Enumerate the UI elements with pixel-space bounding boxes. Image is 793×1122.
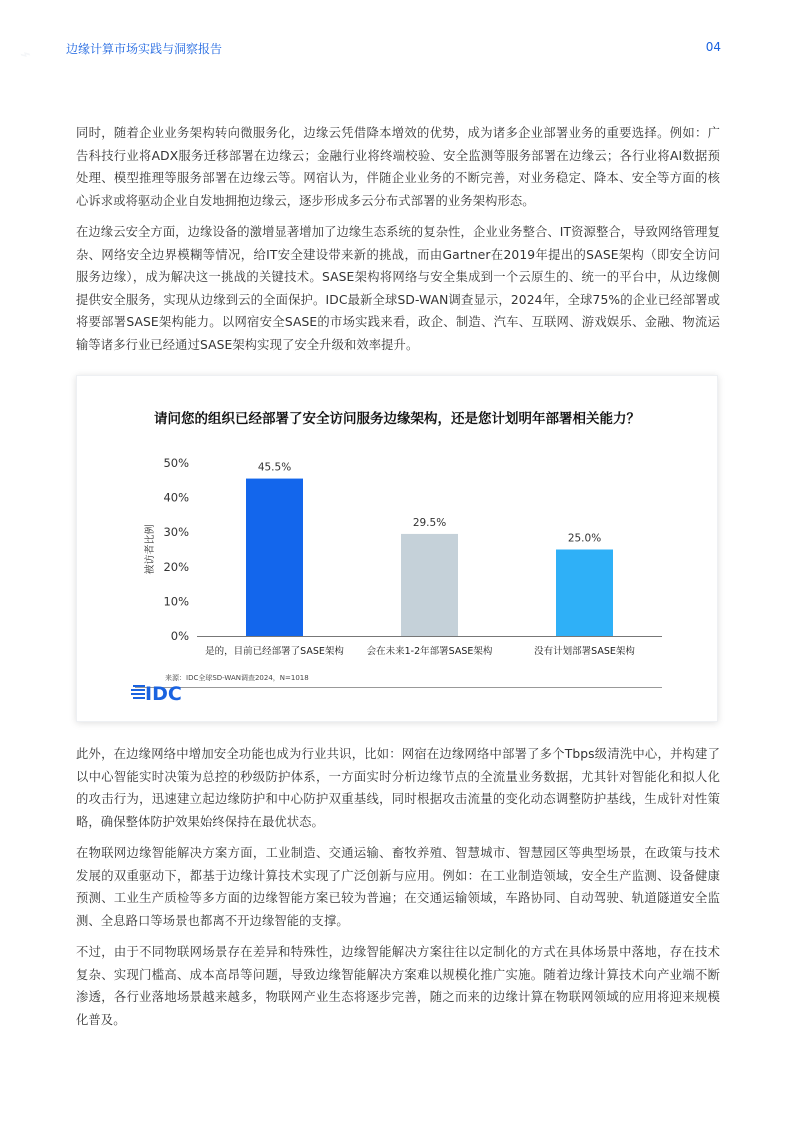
- y-tick-label: 50%: [163, 456, 189, 470]
- paragraph-2: 在边缘云安全方面，边缘设备的激增显著增加了边缘生态系统的复杂性，企业业务整合、IT资源整合，导致网络管理复杂、网络安全边界模糊等情况，给IT安全建设带来新的挑战，而由Gartner在2019年提出的SASE架构（即安全访问服务边缘），成为解决这一挑战的关键技术。SASE架构将网络与安全集成到一个云原生的、统一的平台中，从边缘侧提供安全服务，实现从边缘到云的全面保护。IDC最新全球SD-WAN调查显示，2024年，全球75%的企业已经部署或将要部署SASE架构能力。以网宿安全SASE的市场实践来看，政企、制造、汽车、互联网、游戏娱乐、金融、物流运输等诸多行业已经通过SASE架构实现了安全升级和效率提升。: [76, 225, 720, 352]
- idc-logo-text: IDC: [145, 683, 182, 705]
- x-category-label: 是的，目前已经部署了SASE架构: [205, 646, 344, 657]
- x-category-label: 没有计划部署SASE架构: [534, 646, 635, 657]
- paragraph-5: 不过，由于不同物联网场景存在差异和特殊性，边缘智能解决方案往往以定制化的方式在具体场景中落地，存在技术复杂、实现门槛高、成本高昂等问题，导致边缘智能解决方案难以规模化推广实施。随着边缘计算技术向产业端不断渗透，各行业落地场景越来越多，物联网产业生态将逐步完善，随之而来的边缘计算在物联网领域的应用将迎来规模化普及。: [76, 945, 720, 1027]
- idc-logo-stripe: [133, 685, 145, 687]
- header-title: 边缘计算市场实践与洞察报告: [66, 42, 223, 56]
- x-category-label: 会在未来1-2年部署SASE架构: [366, 646, 493, 657]
- bar-value-label: 25.0%: [567, 532, 602, 545]
- y-tick-label: 40%: [163, 490, 189, 505]
- bar: [246, 479, 303, 636]
- y-tick-label: 30%: [163, 525, 189, 540]
- y-tick-label: 0%: [170, 629, 189, 643]
- chart-title: 请问您的组织已经部署了安全访问服务边缘架构，还是您计划明年部署相关能力？: [154, 411, 640, 427]
- bar-value-label: 29.5%: [412, 516, 447, 529]
- y-tick-label: 20%: [163, 559, 189, 574]
- chart-source: 来源：IDC全球SD-WAN调查2024，N=1018: [165, 674, 309, 682]
- paragraph-3: 此外，在边缘网络中增加安全功能也成为行业共识，比如：网宿在边缘网络中部署了多个Tbps级清洗中心，并构建了以中心智能实时决策为总控的秒级防护体系，一方面实时分析边缘节点的全流量业务数据，尤其针对智能化和拟人化的攻击行为，迅速建立起边缘防护和中心防护双重基线，同时根据攻击流量的变化动态调整防护基线，生成针对性策略，确保整体防护效果始终保持在最优状态。: [76, 747, 720, 829]
- bar: [401, 534, 458, 636]
- chart-card: [76, 375, 718, 722]
- paragraph-1: 同时，随着企业业务架构转向微服务化，边缘云凭借降本增效的优势，成为诸多企业部署业务的重要选择。例如：广告科技行业将ADX服务迁移部署在边缘云；金融行业将终端校验、安全监测等服务部署在边缘云；各行业将AI数据预处理、模型推理等服务部署在边缘云等。网宿认为，伴随企业业务的不断完善，对业务稳定、降本、安全等方面的核心诉求或将驱动企业自发地拥抱边缘云，逐步形成多云分布式部署的业务架构形态。: [76, 126, 720, 208]
- idc-logo: [131, 683, 182, 705]
- bar: [556, 550, 613, 637]
- idc-logo-stripe: [131, 689, 145, 691]
- y-axis-label: 被访者比例: [145, 524, 156, 575]
- page-number: 04: [705, 40, 721, 54]
- bar-chart: [77, 376, 717, 721]
- watermark: ⌁: [17, 42, 34, 67]
- idc-logo-stripe: [133, 697, 145, 699]
- paragraph-4: 在物联网边缘智能解决方案方面，工业制造、交通运输、畜牧养殖、智慧城市、智慧园区等典型场景，在政策与技术发展的双重驱动下，都基于边缘计算技术实现了广泛创新与应用。例如：在工业制造领域，安全生产监测、设备健康预测、工业生产质检等多方面的边缘智能方案已较为普遍；在交通运输领域，车路协同、自动驾驶、轨道隧道安全监测、全息路口等场景也都离不开边缘智能的支撑。: [76, 846, 720, 928]
- y-tick-label: 10%: [163, 594, 189, 609]
- idc-logo-stripe: [131, 693, 145, 695]
- bar-value-label: 45.5%: [257, 461, 292, 474]
- page-header: [66, 40, 727, 62]
